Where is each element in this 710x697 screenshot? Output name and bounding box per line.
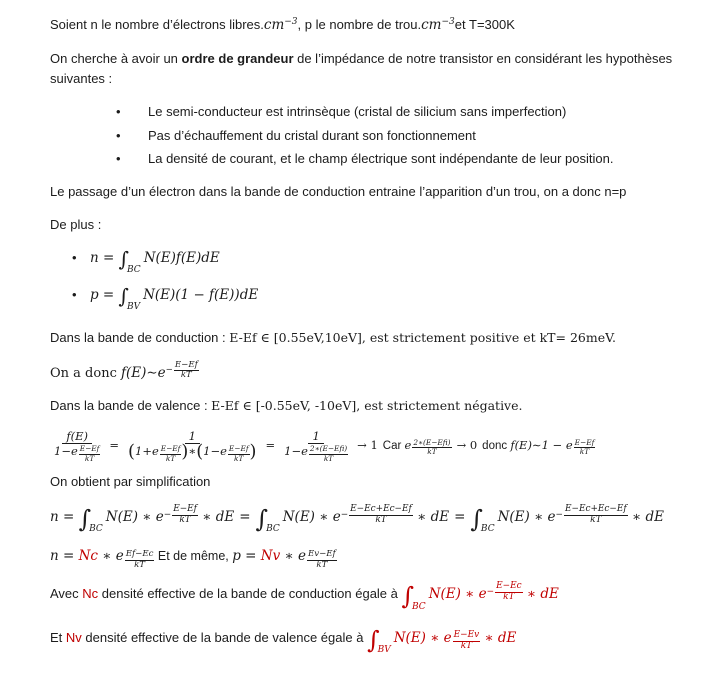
exponent: −3 [284, 17, 298, 28]
den-text: 1−e [284, 444, 308, 459]
fraction-numerator: Ev−Ef [307, 548, 336, 559]
paragraph-goal [50, 49, 674, 89]
fraction-denominator: kT [460, 640, 473, 651]
eq-lhs: p = [90, 286, 119, 303]
integral-bound: BC [127, 265, 141, 276]
fraction-denominator: kT [84, 453, 95, 463]
nc-label: Nc [82, 586, 99, 602]
fraction-numerator: f(E) [62, 429, 92, 444]
eq-body: N(E) ∗ e [428, 586, 487, 603]
fraction [282, 429, 350, 463]
math-text-run: E-Ef ∈ [-0.55eV, -10eV], est strictement négative. [211, 397, 523, 413]
fraction-numerator: E−Ec+Ec−Ef [350, 504, 412, 515]
exponent-fraction [306, 550, 337, 570]
list-item [50, 126, 674, 146]
fraction-numerator: E−Ef [228, 444, 249, 454]
paren-close: ) [181, 441, 189, 463]
nc-formula [401, 581, 559, 612]
paragraph-nv-definition [50, 625, 674, 658]
den-text: 1−e [203, 444, 227, 459]
text-run: Avec [50, 586, 83, 602]
exponent-fraction [573, 439, 596, 456]
equals-sign: = [454, 509, 466, 526]
bullet-icon: • [72, 249, 77, 265]
exponent-fraction [159, 445, 182, 462]
fraction-denominator: kT [180, 370, 192, 381]
eq-lhs: n = [50, 509, 79, 526]
den-text: 1+e [135, 444, 159, 459]
equation-nc-nv [50, 546, 674, 570]
eq-lhs: n = [50, 548, 79, 565]
integral-icon: ∫ [118, 283, 129, 308]
nv-label: Nv [65, 629, 82, 645]
times-sign: ∗ [188, 444, 197, 459]
integral-icon: ∫ [367, 625, 380, 654]
text-run: , p le nombre de trou. [297, 17, 422, 32]
fraction-denominator: kT [375, 514, 387, 525]
exponent-fraction [341, 505, 413, 526]
eq-body: ∗ dE [522, 586, 559, 603]
paragraph-deplus: De plus : [50, 216, 102, 232]
equation-n [90, 246, 220, 276]
eq-body: ∗ e [280, 548, 306, 565]
paragraph-passage: Le passage d’un électron dans la bande de conduction entraine l’apparition d’un trou, on a donc n=p [50, 183, 627, 199]
exponent-fraction [308, 445, 348, 462]
paragraph-simplification: On obtient par simplification [50, 473, 211, 489]
exponent-fraction [166, 361, 199, 381]
text-run: densité effective de la bande de valence égale à [81, 629, 368, 645]
hypotheses-list [50, 102, 674, 169]
text-run: Soient n le nombre d’électrons libres. [50, 17, 264, 32]
bold-text: ordre de grandeur [181, 50, 294, 66]
unit-cm: cm [263, 17, 285, 33]
arrow-limit: → 0 [456, 437, 478, 452]
integral-bound: BV [377, 644, 391, 655]
eq-body: ∗ dE [480, 629, 517, 646]
eq-body: N(E) ∗ e [393, 629, 452, 646]
eq-body: f(E)∼1 − e [510, 437, 573, 452]
fraction-denominator: kT [503, 592, 515, 603]
eq-body: N(E) ∗ e [105, 509, 164, 526]
minus-sign: − [163, 509, 172, 520]
text-run: On cherche à avoir un [50, 50, 182, 66]
integral-icon: ∫ [401, 582, 415, 610]
equals-sign: = [109, 437, 120, 452]
eq-body: ∗ dE [627, 509, 664, 526]
nv-symbol: Nv [260, 548, 281, 565]
minus-sign: − [486, 586, 495, 597]
bullet-icon: • [116, 127, 121, 143]
exponent-fraction [124, 550, 155, 570]
list-item [50, 248, 674, 278]
fraction-denominator: kT [179, 514, 191, 525]
text-run: de l’impédance de notre transistor en considérant les hypothèses suivantes : [50, 50, 673, 87]
equals-sign: = [239, 509, 251, 526]
integral-term [78, 504, 235, 535]
fraction [126, 429, 258, 463]
bullet-icon: • [72, 286, 77, 302]
exponent: −3 [441, 17, 455, 28]
fraction-numerator: E−Ec+Ec−Ef [565, 504, 627, 515]
exponent-fraction [452, 631, 481, 652]
text-run: Et de même, [154, 549, 233, 564]
text-run: Dans la bande de conduction : [50, 329, 230, 345]
list-item-text: Pas d’échauffement du cristal durant son fonctionnement [148, 127, 476, 143]
eq-body: N(E)f(E)dE [143, 249, 220, 266]
den-text: 1−e [54, 444, 78, 459]
fraction-denominator: kT [165, 453, 176, 463]
fraction-denominator [282, 444, 350, 463]
bullet-icon: • [116, 104, 121, 120]
eq-body: ∗ dE [197, 509, 235, 526]
fraction-denominator: kT [316, 559, 328, 570]
list-item-text: Le semi-conducteur est intrinsèque (cristal de silicium sans imperfection) [148, 104, 567, 120]
integral-icon: ∫ [255, 504, 269, 533]
integral-bound: BC [480, 524, 495, 535]
math-text-run: E-Ef ∈ [0.55eV,10eV], est strictement positive et kT= 26meV. [229, 329, 616, 345]
equations-list [50, 248, 674, 315]
list-item [50, 285, 674, 315]
fraction-denominator [52, 444, 102, 463]
fraction-denominator: kT [590, 514, 602, 525]
minus-sign: − [340, 509, 349, 520]
exponent-fraction [227, 445, 250, 462]
fraction-numerator: E−Ec [496, 581, 522, 592]
text-run: densité effective de la bande de conduction égale à [98, 586, 402, 602]
exponent-fraction [487, 582, 523, 603]
fraction-numerator: E−Ef [574, 438, 595, 448]
paragraph-nc-definition [50, 582, 674, 614]
fraction-denominator: kT [579, 447, 590, 457]
integral-bound: BC [412, 601, 426, 612]
integral-icon: ∫ [470, 504, 483, 533]
list-item-text: La densité de courant, et le champ électrique sont indépendante de leur position. [148, 151, 614, 167]
exponent-fraction [556, 505, 628, 526]
fraction-numerator: 1 [308, 429, 323, 444]
eq-body: N(E)(1 − f(E))dE [143, 286, 259, 303]
unit-cm: cm [421, 17, 442, 33]
fraction-denominator [126, 441, 258, 463]
arrow-limit: → 1 [357, 437, 378, 452]
integral-icon: ∫ [78, 504, 92, 533]
eq-body: f(E)∼e [120, 364, 166, 381]
paragraph-valence-band [50, 396, 674, 416]
fraction-denominator: kT [323, 453, 334, 463]
paren-open: ( [128, 441, 135, 463]
exponent-fraction [411, 439, 451, 456]
equals-sign: = [265, 437, 276, 452]
fraction-numerator: Ef−Ec [125, 548, 154, 559]
text-run: donc [482, 439, 508, 452]
text-run: On a donc [50, 365, 121, 381]
integral-icon: ∫ [118, 246, 130, 271]
fraction [52, 429, 102, 463]
bullet-icon: • [116, 151, 121, 167]
text-run: Car [382, 439, 402, 452]
minus-sign: − [165, 365, 173, 376]
paren-close: ) [249, 441, 257, 463]
eq-body: e [404, 437, 412, 452]
fraction-numerator: 2∗(E−Efi) [413, 438, 451, 448]
text-run: et T=300K [454, 17, 515, 32]
fraction-numerator: E−Ev [453, 629, 480, 640]
fraction-numerator: E−Ef [160, 444, 181, 454]
equation-fraction-chain [50, 429, 674, 463]
fraction-numerator: E−Ef [173, 504, 197, 515]
fraction-denominator: kT [134, 559, 146, 570]
eq-body: N(E) ∗ e [282, 509, 341, 526]
eq-lhs: n = [90, 249, 119, 266]
text-run: Dans la bande de valence : [50, 397, 212, 413]
fraction-denominator: kT [427, 447, 437, 457]
paren-open: ( [196, 441, 204, 463]
eq-body: ∗ dE [412, 509, 450, 526]
fraction [174, 361, 199, 381]
fraction-numerator: E−Ef [79, 444, 100, 454]
minus-sign: − [555, 509, 564, 520]
list-item [50, 149, 674, 169]
integral-bound: BC [266, 524, 280, 535]
fraction-numerator: 2∗(E−Efi) [309, 444, 348, 454]
exponent-fraction [164, 505, 198, 526]
paragraph-conduction-band [50, 328, 674, 348]
equation-n-simplified [50, 505, 674, 537]
fraction-numerator: E−Ef [174, 359, 198, 370]
integral-term [255, 504, 450, 535]
nv-formula [367, 625, 517, 655]
eq-body: N(E) ∗ e [497, 509, 556, 526]
fraction-denominator: kT [234, 453, 244, 463]
integral-bound: BV [126, 302, 141, 313]
paragraph-definitions [50, 15, 674, 36]
integral-bound: BC [89, 524, 103, 535]
eq-body: ∗ e [97, 548, 124, 565]
integral-term [470, 504, 664, 535]
eq-lhs: p = [232, 548, 261, 565]
nc-symbol: Nc [78, 548, 98, 565]
fraction-numerator: 1 [185, 429, 200, 444]
list-item [50, 102, 674, 122]
equation-fermi-approx [50, 361, 674, 384]
exponent-fraction [78, 445, 101, 462]
text-run: Et [50, 629, 66, 645]
equation-p [90, 283, 259, 313]
